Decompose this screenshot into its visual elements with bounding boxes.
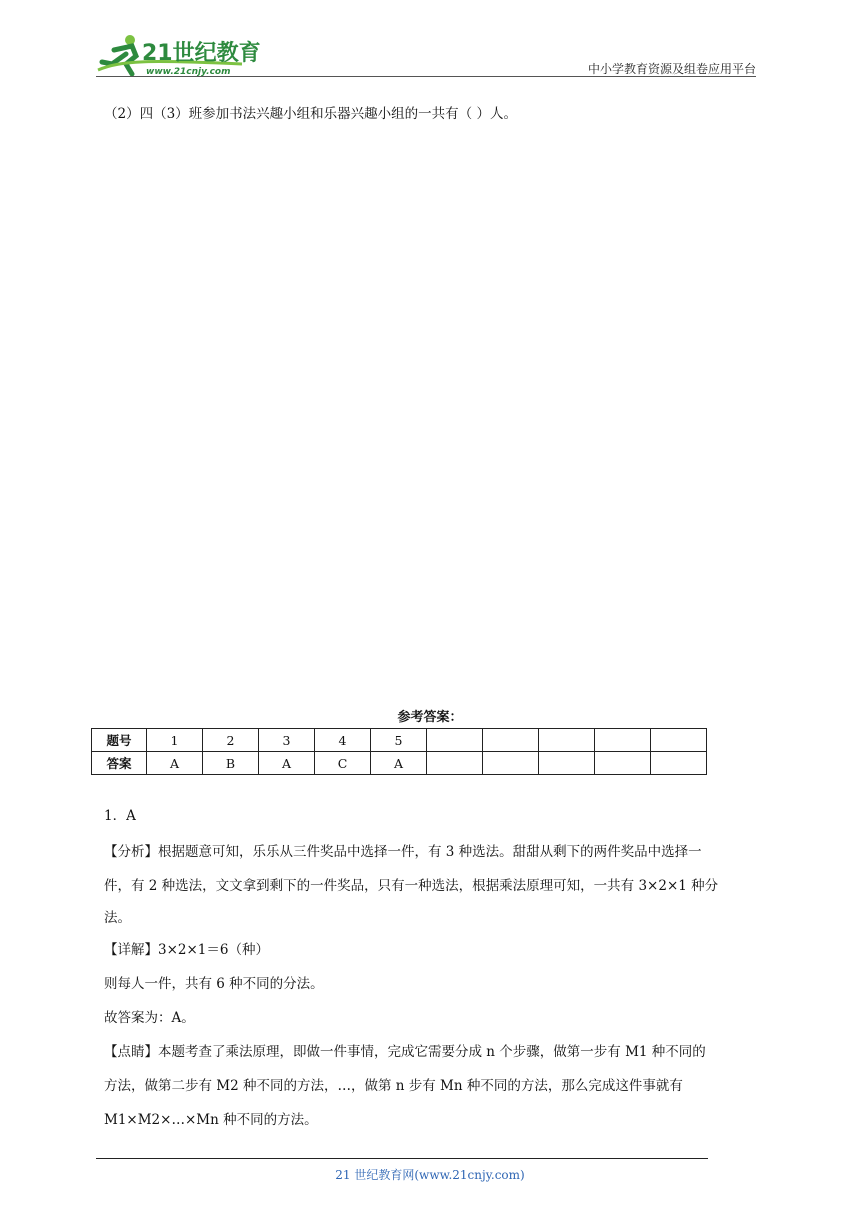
table-cell	[539, 729, 595, 752]
comment-line-3: M1×M2×…×Mn 种不同的方法。	[104, 1112, 318, 1128]
table-cell	[595, 752, 651, 775]
table-cell: A	[259, 752, 315, 775]
answer-table	[91, 728, 707, 775]
question-2: （2）四（3）班参加书法兴趣小组和乐器兴趣小组的一共有（ ）人。	[104, 106, 517, 122]
table-cell: 3	[259, 729, 315, 752]
answer-section-title: 参考答案：	[397, 710, 463, 725]
comment-line-2: 方法，做第二步有 M2 种不同的方法，…，做第 n 步有 Mn 种不同的方法，那么完成这件事就有	[104, 1078, 683, 1094]
footer-link[interactable]: 21 世纪教育网(www.21cnjy.com)	[335, 1168, 525, 1182]
table-row	[92, 729, 707, 752]
table-cell	[427, 729, 483, 752]
table-row	[92, 752, 707, 775]
table-cell: B	[203, 752, 259, 775]
conclusion-line: 故答案为：A。	[104, 1010, 195, 1026]
table-cell	[595, 729, 651, 752]
comment-line-1: 【点睛】本题考查了乘法原理，即做一件事情，完成它需要分成 n 个步骤，做第一步有 M1 种不同的	[104, 1044, 706, 1060]
row-header-number: 题号	[92, 729, 147, 752]
table-cell: 2	[203, 729, 259, 752]
header-divider	[96, 76, 756, 77]
table-cell: A	[371, 752, 427, 775]
analysis-line-3: 法。	[104, 910, 131, 926]
row-header-answer: 答案	[92, 752, 147, 775]
table-cell	[539, 752, 595, 775]
table-cell: 5	[371, 729, 427, 752]
answer-item-1: 1．A	[104, 808, 136, 824]
table-cell	[483, 729, 539, 752]
table-cell: 1	[147, 729, 203, 752]
analysis-line-1: 【分析】根据题意可知，乐乐从三件奖品中选择一件，有 3 种选法。甜甜从剩下的两件奖品中选择一	[104, 844, 702, 860]
detail-line-2: 则每人一件，共有 6 种不同的分法。	[104, 976, 324, 992]
table-cell	[483, 752, 539, 775]
footer-divider	[96, 1158, 708, 1159]
table-cell: C	[315, 752, 371, 775]
table-cell: 4	[315, 729, 371, 752]
detail-line: 【详解】3×2×1＝6（种）	[104, 942, 269, 958]
table-cell	[651, 752, 707, 775]
analysis-line-2: 件，有 2 种选法，文文拿到剩下的一件奖品，只有一种选法，根据乘法原理可知，一共有 3×2×1 种分	[104, 878, 719, 894]
site-logo	[92, 30, 262, 80]
table-cell	[427, 752, 483, 775]
table-cell: A	[147, 752, 203, 775]
platform-name: 中小学教育资源及组卷应用平台	[587, 62, 756, 76]
table-cell	[651, 729, 707, 752]
logo-text: 21世纪教育	[142, 41, 261, 66]
runner-logo-icon	[92, 30, 262, 80]
logo-url: www.21cnjy.com	[146, 67, 231, 77]
